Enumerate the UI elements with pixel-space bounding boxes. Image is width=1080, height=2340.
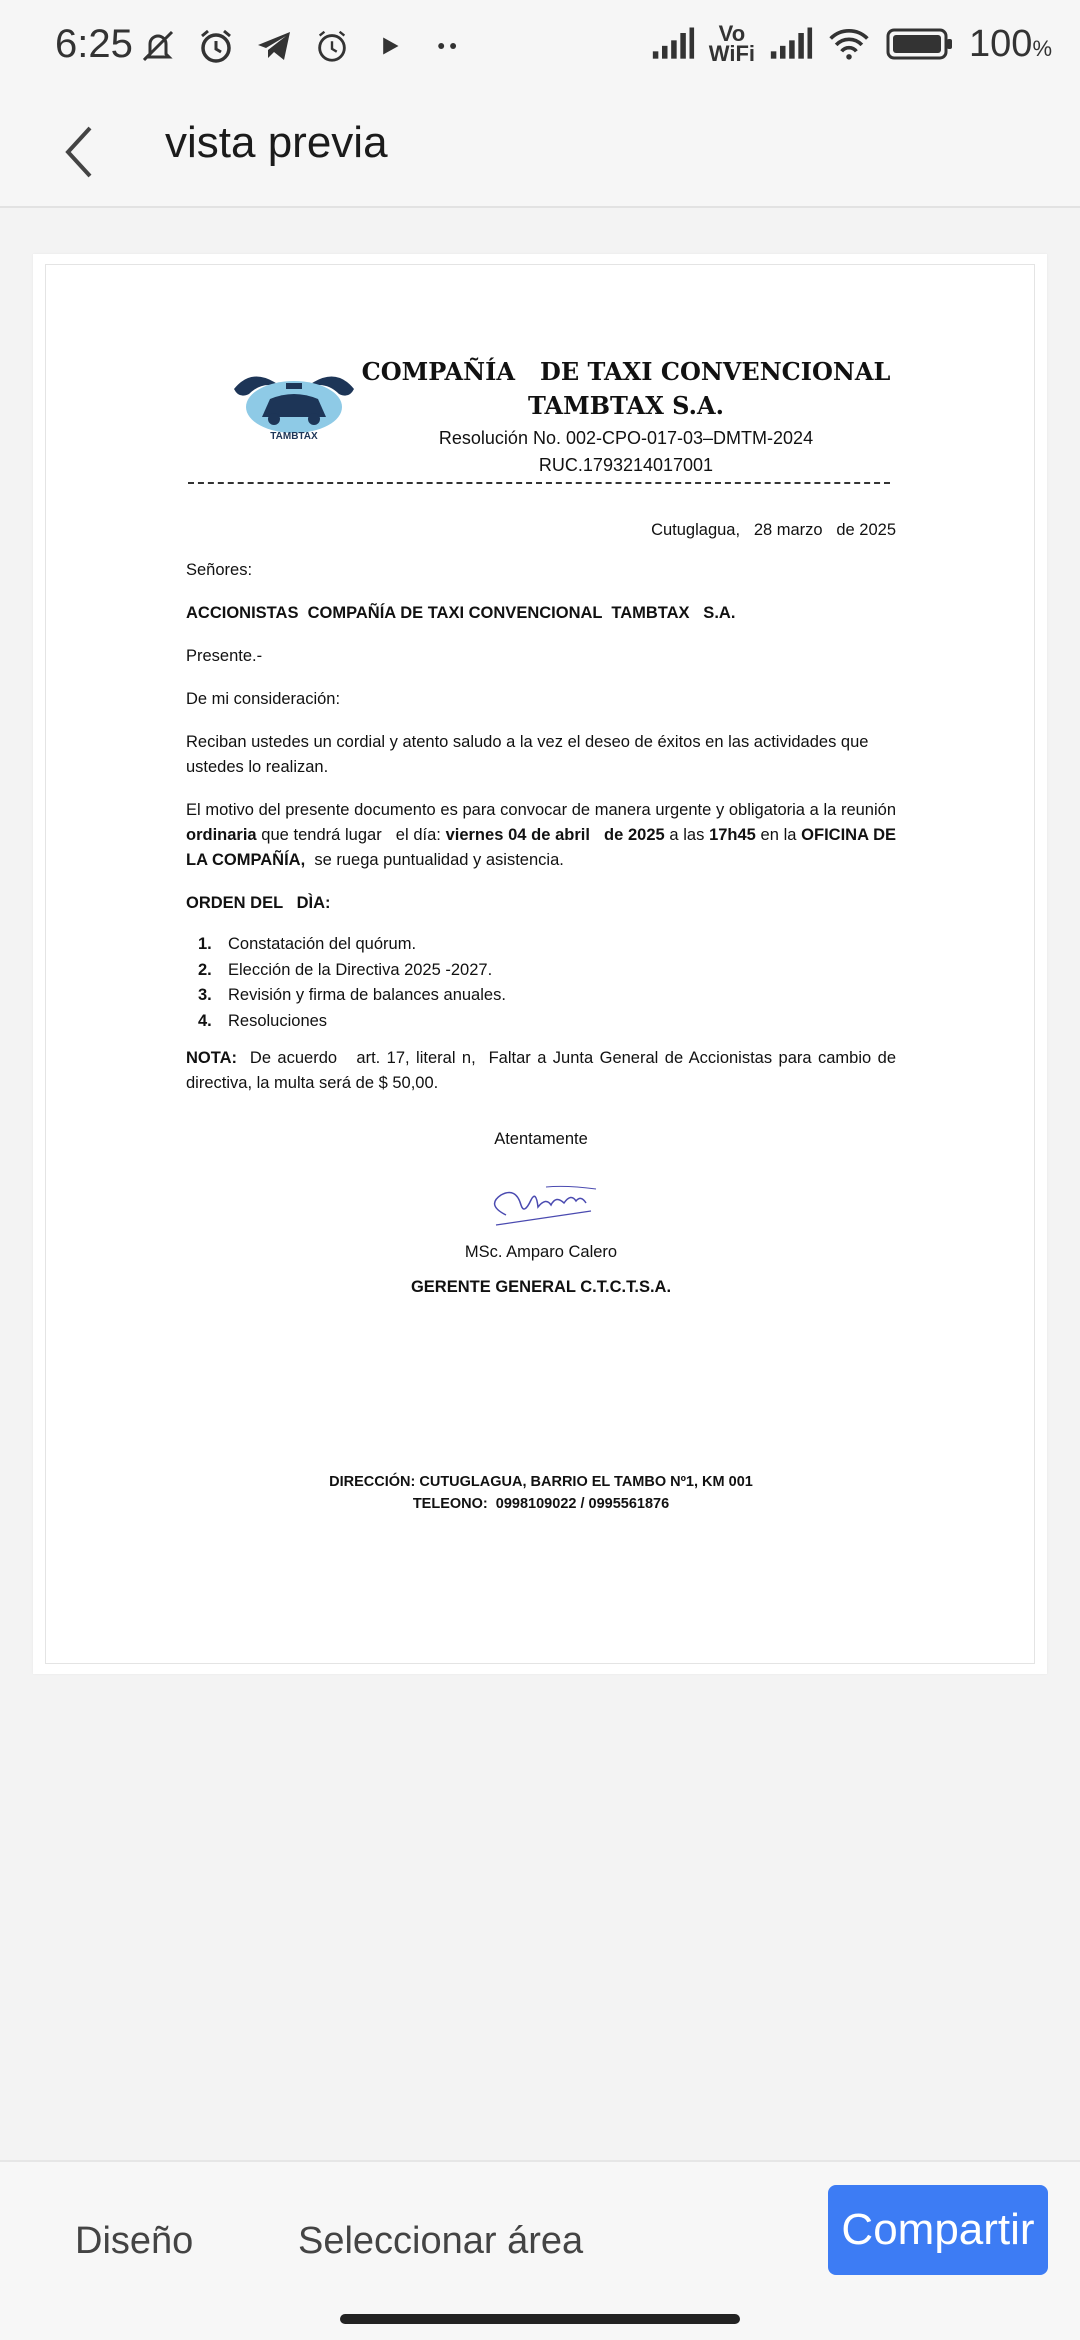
list-item: 3. Revisión y firma de balances anuales. — [198, 986, 506, 1004]
design-button[interactable]: Diseño — [75, 2220, 194, 2262]
page-title: vista previa — [165, 118, 388, 167]
alarm-icon — [194, 24, 238, 68]
signal-icon — [651, 22, 695, 66]
greeting-paragraph: Reciban ustedes un cordial y atento saludo a la vez el deseo de éxitos en las actividades que ustedes lo realizan. — [186, 733, 869, 776]
company-name: COMPAÑÍA DE TAXI CONVENCIONAL TAMBTAX S.A. — [361, 357, 891, 420]
back-button[interactable] — [40, 112, 120, 192]
status-icons-left — [136, 24, 470, 68]
recipients: ACCIONISTAS COMPAÑÍA DE TAXI CONVENCIONAL TAMBTAX S.A. — [186, 604, 736, 622]
resolution-number: Resolución No. 002-CPO-017-03–DMTM-2024 — [438, 428, 814, 448]
select-area-button[interactable]: Seleccionar área — [298, 2220, 584, 2262]
bottom-bar — [0, 2160, 1080, 2340]
status-bar — [0, 0, 1080, 96]
mute-icon — [136, 24, 180, 68]
list-item: 2. Elección de la Directiva 2025 -2027. — [198, 960, 493, 979]
play-icon — [368, 24, 412, 68]
list-item: 1. Constatación del quórum. — [198, 935, 417, 953]
battery-icon — [885, 22, 955, 66]
status-time: 6:25 — [55, 22, 133, 66]
ruc-number: RUC.1793214017001 — [538, 455, 714, 475]
list-item: 4. Resoluciones — [198, 1011, 328, 1030]
company-logo — [224, 359, 364, 449]
vowifi-icon: Vo WiFi — [708, 21, 756, 66]
presente-line: Presente.- — [186, 647, 263, 665]
letterhead — [186, 355, 896, 485]
consideration-line: De mi consideración: — [186, 690, 341, 708]
note-paragraph: NOTA: De acuerdo art. 17, literal n, Faltar a Junta General de Accionistas para cambio de directiva, la multa será de $ 50,00. — [186, 1049, 901, 1092]
signature — [476, 1175, 606, 1239]
status-icons-right — [651, 22, 1052, 66]
battery-percent: 100% — [969, 22, 1052, 65]
document-page — [45, 264, 1035, 1664]
signer-name: MSc. Amparo Calero — [464, 1243, 618, 1261]
logo-text: TAMBTAX — [270, 431, 318, 442]
chevron-left-icon — [60, 124, 100, 180]
agenda-list — [186, 932, 896, 1034]
closing: Atentamente — [494, 1130, 588, 1148]
document-footer: DIRECCIÓN: CUTUGLAGUA, BARRIO EL TAMBO Nº1, KM 001 TELEONO: 0998109022 / 0995561876 — [329, 1474, 753, 1512]
header-divider — [188, 482, 890, 484]
app-bar — [0, 96, 1080, 208]
salutation: Señores: — [186, 561, 253, 579]
home-indicator[interactable] — [340, 2314, 740, 2324]
signal-icon — [769, 22, 813, 66]
document-date: Cutuglagua, 28 marzo de 2025 — [651, 521, 896, 539]
wifi-icon — [827, 22, 871, 66]
more-dots-icon — [426, 24, 470, 68]
document-preview[interactable] — [33, 254, 1047, 1674]
document-content — [186, 355, 901, 1515]
share-button[interactable]: Compartir — [828, 2185, 1048, 2275]
agenda-title: ORDEN DEL DÌA: — [186, 894, 331, 912]
alarm-clock-icon — [310, 24, 354, 68]
body-paragraph: El motivo del presente documento es para convocar de manera urgente y obligatoria a la reunión ordinaria que tendrá lugar el día: viernes 04 de abril de 2025 a las 17h45 en la OFICINA DE LA COMPAÑÍA, se ruega puntualidad y asistencia. — [186, 801, 901, 869]
signer-title: GERENTE GENERAL C.T.C.T.S.A. — [410, 1278, 672, 1296]
telegram-icon — [252, 24, 296, 68]
